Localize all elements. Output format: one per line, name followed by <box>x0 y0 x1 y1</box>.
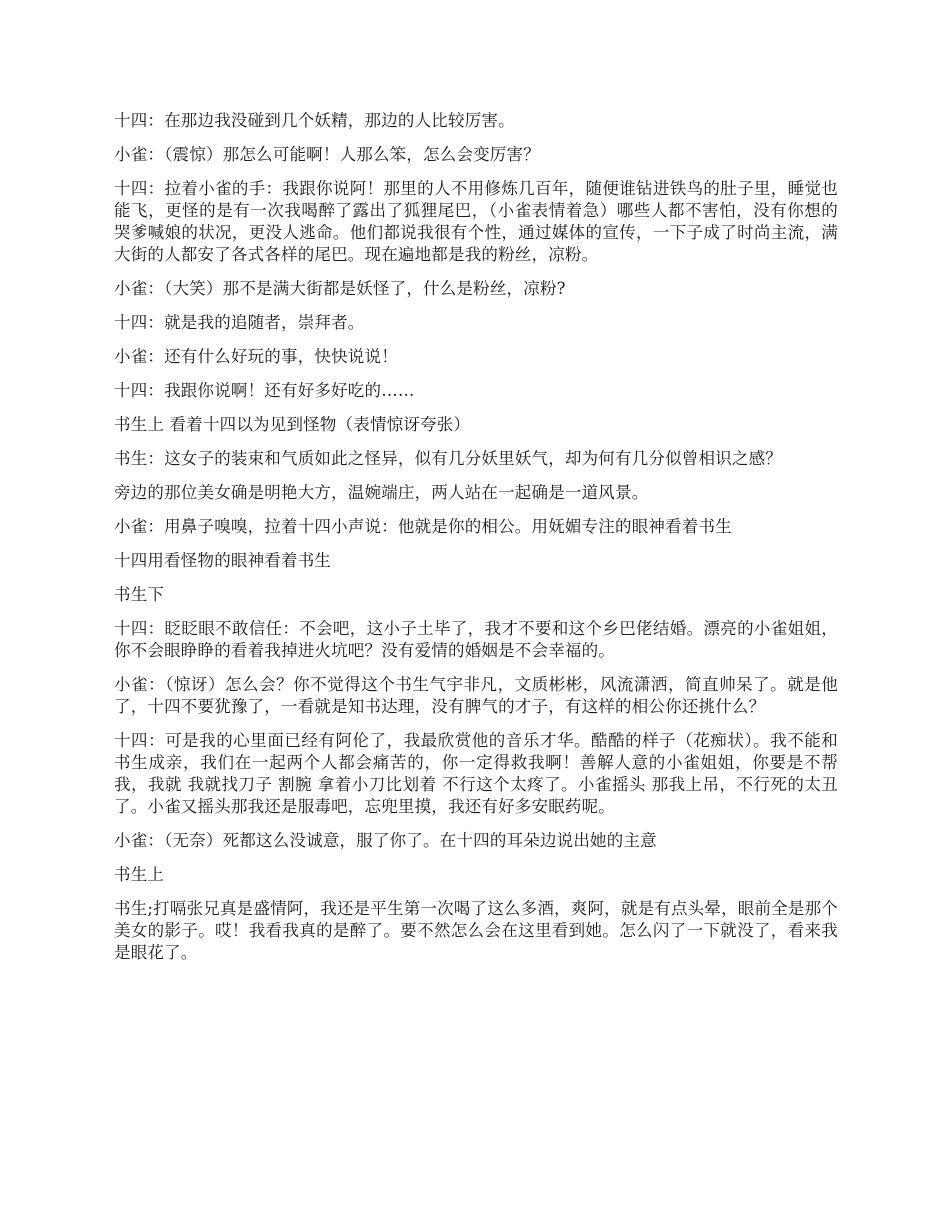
stage-direction: 书生上 看着十四以为见到怪物（表情惊讶夸张） <box>114 415 471 434</box>
script-paragraph: 十四：可是我的心里面已经有阿伦了，我最欣赏他的音乐才华。酷酷的样子（花痴状）。我不能和书生成亲，我们在一起两个人都会痛苦的，你一定得救我啊！善解人意的小雀姐姐，你要是不帮我，我就 我就找刀子 割腕 拿着小刀比划着 不行这个太疼了。小雀摇头 那我上吊，不行死的太丑了。小雀又摇头那我还是服毒吧，忘兜里摸，我还有好多安眠药呢。 <box>114 731 838 816</box>
stage-direction: 书生上 <box>114 865 165 884</box>
script-paragraph: 小雀：（无奈）死都这么没诚意，服了你了。在十四的耳朵边说出她的主意 <box>114 831 657 850</box>
script-paragraph: 十四：就是我的追随者，崇拜者。 <box>114 313 365 332</box>
script-paragraph: 十四：拉着小雀的手：我跟你说阿！那里的人不用修炼几百年，随便谁钻进铁鸟的肚子里，睡觉也能飞，更怪的是有一次我喝醉了露出了狐狸尾巴，（小雀表情着急）哪些人都不害怕，没有你想的哭爹喊娘的状况，更没人逃命。他们都说我很有个性，通过媒体的宣传，一下子成了时尚主流，满大街的人都安了各式各样的尾巴。现在遍地都是我的粉丝，凉粉。 <box>114 179 838 264</box>
script-paragraph: 十四：眨眨眼不敢信任：不会吧，这小子土毕了，我才不要和这个乡巴佬结婚。漂亮的小雀姐姐，你不会眼睁睁的看着我掉进火坑吧？没有爱情的婚姻是不会幸福的。 <box>114 619 838 660</box>
script-paragraph: 小雀：还有什么好玩的事，快快说说！ <box>114 347 398 366</box>
script-paragraph: 旁边的那位美女确是明艳大方，温婉端庄，两人站在一起确是一道风景。 <box>114 483 649 502</box>
script-paragraph: 十四：我跟你说啊！还有好多好吃的…… <box>114 381 415 400</box>
script-paragraph: 小雀：（震惊）那怎么可能啊！人那么笨，怎么会变厉害？ <box>114 145 540 164</box>
stage-direction: 十四用看怪物的眼神看着书生 <box>114 551 332 570</box>
script-paragraph: 小雀：用鼻子嗅嗅，拉着十四小声说：他就是你的相公。用妩媚专注的眼神看着书生 <box>114 517 732 536</box>
script-paragraph: 书生;打嗝张兄真是盛情阿，我还是平生第一次喝了这么多酒，爽阿，就是有点头晕，眼前全是那个美女的影子。哎！我看我真的是醉了。要不然怎么会在这里看到她。怎么闪了一下就没了，看来我是眼花了。 <box>114 899 838 962</box>
script-paragraph: 书生：这女子的装束和气质如此之怪异，似有几分妖里妖气，却为何有几分似曾相识之感？ <box>114 449 782 468</box>
script-paragraph: 小雀：（大笑）那不是满大街都是妖怪了，什么是粉丝，凉粉? <box>114 279 566 298</box>
script-paragraph: 小雀：（惊讶）怎么会？你不觉得这个书生气宇非凡，文质彬彬，风流潇洒，简直帅呆了。就是他了，十四不要犹豫了，一看就是知书达理，没有脾气的才子，有这样的相公你还挑什么？ <box>114 675 838 716</box>
script-paragraph: 十四：在那边我没碰到几个妖精，那边的人比较厉害。 <box>114 111 515 130</box>
document-page <box>114 110 838 976</box>
stage-direction: 书生下 <box>114 585 165 604</box>
